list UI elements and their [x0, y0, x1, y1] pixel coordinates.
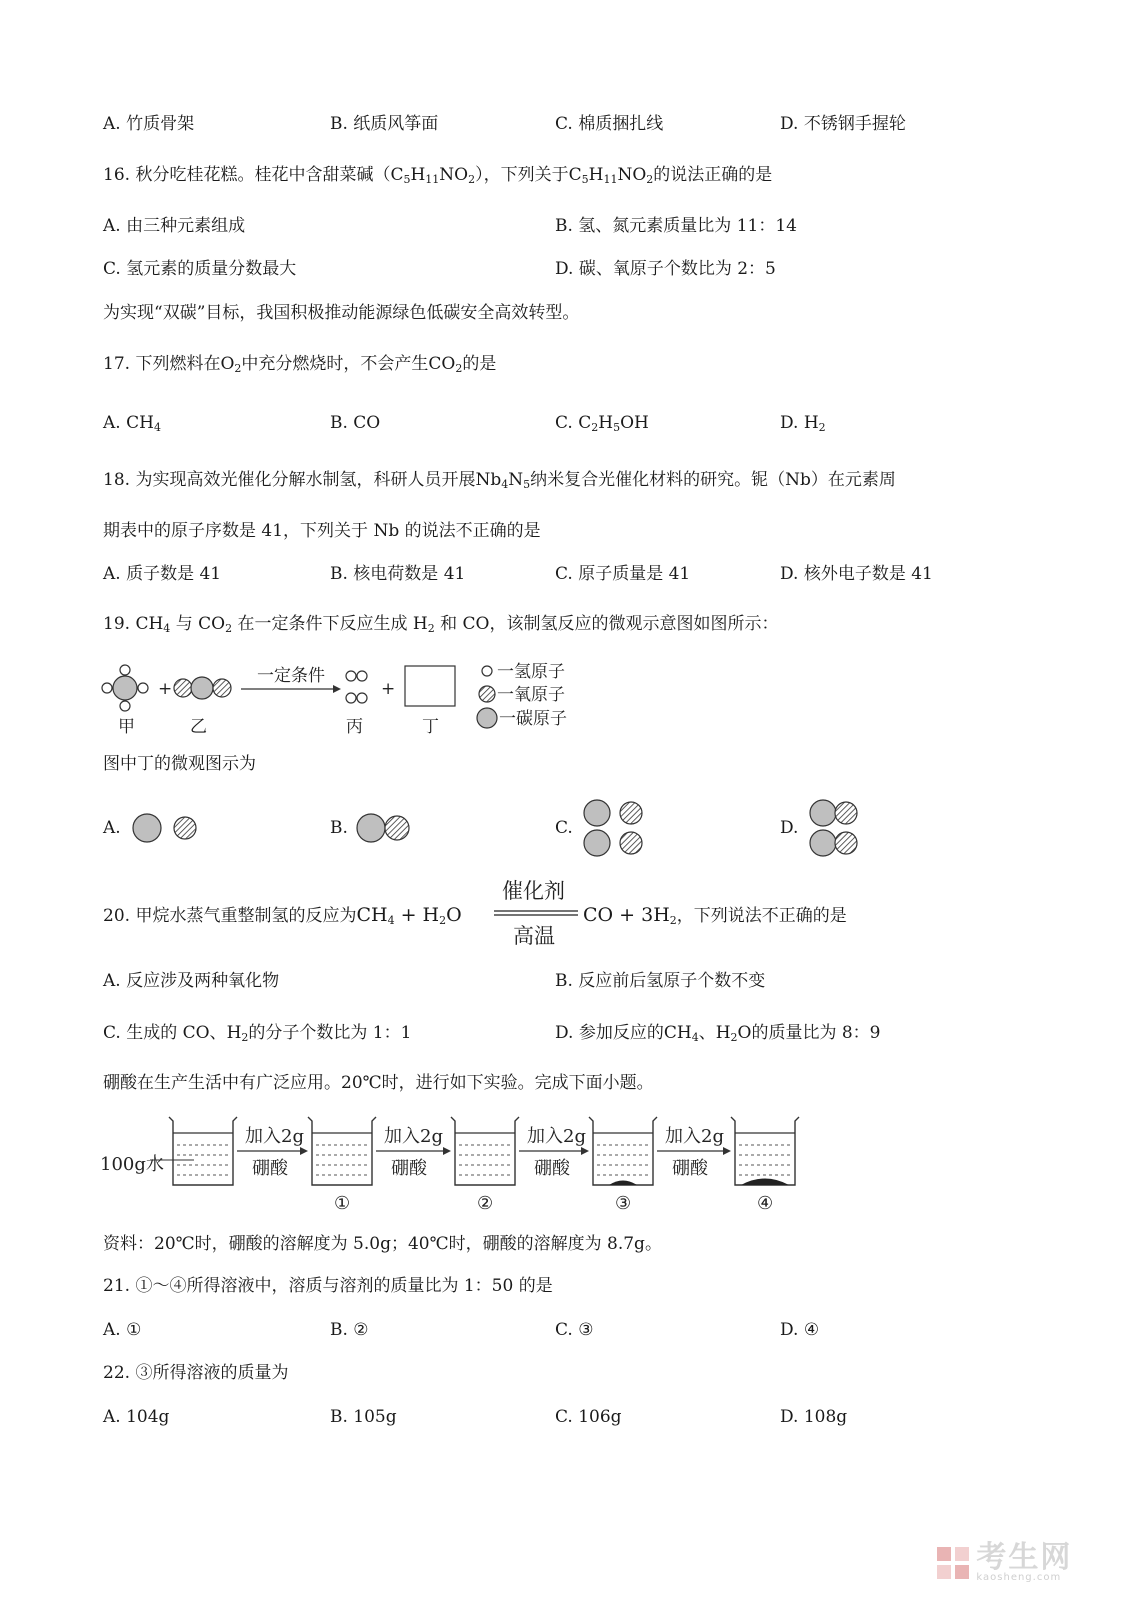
q18-option-b: B. 核电荷数是 41 — [330, 564, 466, 584]
add-label: 加入2g — [665, 1126, 724, 1147]
label-jia: 甲 — [118, 717, 135, 737]
beaker-label: ② — [477, 1193, 494, 1214]
q20-options-row2 — [0, 1018, 1131, 1048]
q22-option-a: A. 104g — [103, 1407, 170, 1427]
legend — [477, 662, 567, 729]
reference-note: 资料：20℃时，硼酸的溶解度为 5.0g；40℃时，硼酸的溶解度为 8.7g。 — [103, 1234, 662, 1254]
beaker — [308, 1117, 376, 1185]
q19-options — [0, 813, 1131, 843]
q22-option-d: D. 108g — [780, 1407, 848, 1427]
q21-option-c: C. ③ — [555, 1320, 594, 1340]
beaker-labels — [334, 1193, 773, 1214]
q16-stem-post: 的说法正确的是 — [653, 165, 773, 185]
q15-option-a: A. 竹质骨架 — [103, 114, 195, 134]
q18-option-d: D. 核外电子数是 41 — [780, 564, 933, 584]
q19-option-d: D. — [780, 818, 799, 838]
q20-option-d: D. 参加反应的$CH_4$、$H_2O$的质量比为 8：9 — [555, 1023, 881, 1044]
acid-label: 硼酸 — [391, 1158, 427, 1179]
q20-option-a: A. 反应涉及两种氧化物 — [103, 971, 280, 991]
label-yi: 乙 — [190, 717, 207, 737]
q16-option-a: A. 由三种元素组成 — [103, 216, 246, 236]
acid-label: 硼酸 — [252, 1158, 288, 1179]
q21-stem: 21. ①～④所得溶液中，溶质与溶剂的质量比为 1：50 的是 — [103, 1276, 553, 1296]
plus-sign: + — [158, 679, 173, 699]
arrows — [237, 1126, 731, 1179]
q20-stem-pre: 20. 甲烷水蒸气重整制氢的反应为 — [103, 906, 357, 926]
q17-option-c: C. $C_2H_5OH$ — [555, 413, 649, 434]
q17-option-d: D. $H_2$ — [780, 413, 826, 434]
q18-option-a: A. 质子数是 41 — [103, 564, 222, 584]
acid-label: 硼酸 — [534, 1158, 570, 1179]
q16-stem-pre: 16. 秋分吃桂花糕。桂花中含甜菜碱（ — [103, 165, 391, 185]
beaker — [589, 1117, 657, 1185]
molecule-yi — [174, 677, 231, 699]
q18-stem-pre: 18. 为实现高效光催化分解水制氢，科研人员开展 — [103, 470, 476, 490]
watermark-logo-icon — [935, 1545, 971, 1581]
q21-options — [0, 1315, 1131, 1345]
add-label: 加入2g — [245, 1126, 304, 1147]
watermark — [935, 1540, 1073, 1583]
add-label: 加入2g — [384, 1126, 443, 1147]
beaker — [451, 1117, 519, 1185]
q15-option-b: B. 纸质风筝面 — [330, 114, 439, 134]
add-arrow — [519, 1126, 589, 1179]
q21-option-d: D. ④ — [780, 1320, 820, 1340]
q18-stem-post: 纳米复合光催化材料的研究。铌（Nb）在元素周 — [530, 470, 896, 490]
q17-stem-pre: 17. 下列燃料在 — [103, 354, 221, 374]
q19-option-a: A. — [103, 818, 121, 838]
q18-stem-line1: 18. 为实现高效光催化分解水制氢，科研人员开展$Nb_4N_5$纳米复合光催化材料的研究。铌（Nb）在元素周 — [103, 470, 896, 491]
acid-label: 硼酸 — [672, 1158, 708, 1179]
q15-option-c: C. 棉质捆扎线 — [555, 114, 664, 134]
q20-options-row1 — [0, 966, 1131, 996]
q20-option-c: C. 生成的 CO、$H_2$的分子个数比为 1：1 — [103, 1023, 412, 1044]
q16-stem: 16. 秋分吃桂花糕。桂花中含甜菜碱$(C_5H_{11}NO_2)$，下列关于$C_5H_{11}NO_2$的说法正确的是 — [103, 165, 773, 186]
legend-oxygen: 一氧原子 — [497, 685, 565, 705]
intro-boric-acid: 硼酸在生产生活中有广泛应用。20℃时，进行如下实验。完成下面小题。 — [103, 1073, 654, 1093]
q18-stem-line2: 期表中的原子序数是 41，下列关于 Nb 的说法不正确的是 — [103, 521, 541, 541]
q21-option-b: B. ② — [330, 1320, 369, 1340]
q17-stem-post: 的是 — [462, 354, 497, 374]
q16-option-d: D. 碳、氧原子个数比为 2：5 — [555, 259, 776, 279]
reaction-diagram — [102, 662, 567, 737]
q19-prompt: 图中丁的微观图示为 — [103, 754, 256, 774]
beaker-label: ③ — [615, 1193, 632, 1214]
q19-stem: 19. $CH_4$ 与 $CO_2$ 在一定条件下反应生成 $H_2$ 和 CO，该制氢反应的微观示意图如图所示： — [103, 614, 779, 635]
q18-option-c: C. 原子质量是 41 — [555, 564, 691, 584]
arrow-label: 一定条件 — [257, 666, 325, 686]
q22-stem: 22. ③所得溶液的质量为 — [103, 1363, 289, 1383]
q16-stem-mid: ），下列关于 — [475, 165, 569, 185]
q20-stem-post: ，下列说法不正确的是 — [676, 906, 847, 926]
add-arrow — [376, 1126, 451, 1179]
condition-catalyst: 催化剂 — [502, 879, 565, 903]
condition-temperature: 高温 — [513, 924, 555, 948]
watermark-url: kaosheng.com — [976, 1572, 1062, 1583]
molecule-ding-box — [405, 666, 455, 706]
q16-option-b: B. 氢、氮元素质量比为 11：14 — [555, 216, 797, 236]
q17-option-a: A. $CH_4$ — [103, 413, 161, 434]
legend-hydrogen: 一氢原子 — [497, 662, 565, 682]
q21-option-a: A. ① — [103, 1320, 142, 1340]
q17-stem: 17. 下列燃料在$O_2$中充分燃烧时，不会产生$CO_2$的是 — [103, 354, 497, 375]
plus-sign: + — [381, 679, 396, 699]
q16-option-c: C. 氢元素的质量分数最大 — [103, 259, 297, 279]
add-arrow — [657, 1126, 731, 1179]
q20-stem: 20. 甲烷水蒸气重整制氢的反应为$CH_4 + H_2O$ CO + $3H_2$，下列说法不正确的是 — [103, 904, 847, 927]
intro-dual-carbon: 为实现“双碳”目标，我国积极推动能源绿色低碳安全高效转型。 — [103, 303, 580, 323]
beaker — [169, 1117, 237, 1185]
precipitate — [609, 1181, 637, 1186]
q22-options — [0, 1402, 1131, 1432]
q22-option-c: C. 106g — [555, 1407, 622, 1427]
water-label: 100g水 — [100, 1154, 164, 1175]
beaker-label: ① — [334, 1193, 351, 1214]
q19-option-c: C. — [555, 818, 573, 838]
label-bing: 丙 — [346, 717, 363, 737]
q17-stem-mid: 中充分燃烧时，不会产生 — [241, 354, 429, 374]
beaker-label: ④ — [757, 1193, 774, 1214]
add-arrow — [237, 1126, 308, 1179]
add-label: 加入2g — [527, 1126, 586, 1147]
legend-carbon: 一碳原子 — [499, 709, 567, 729]
q22-option-b: B. 105g — [330, 1407, 397, 1427]
q15-option-d: D. 不锈钢手握轮 — [780, 114, 906, 134]
q17-option-b: B. CO — [330, 413, 381, 433]
molecule-bing — [346, 671, 367, 703]
precipitate — [741, 1179, 789, 1186]
experiment-diagram — [100, 1117, 799, 1214]
watermark-text: 考生网 — [976, 1540, 1073, 1575]
label-ding: 丁 — [422, 717, 439, 737]
beaker — [731, 1117, 799, 1185]
molecule-jia — [102, 665, 148, 711]
q20-option-b: B. 反应前后氢原子个数不变 — [555, 971, 766, 991]
q19-option-b: B. — [330, 818, 348, 838]
